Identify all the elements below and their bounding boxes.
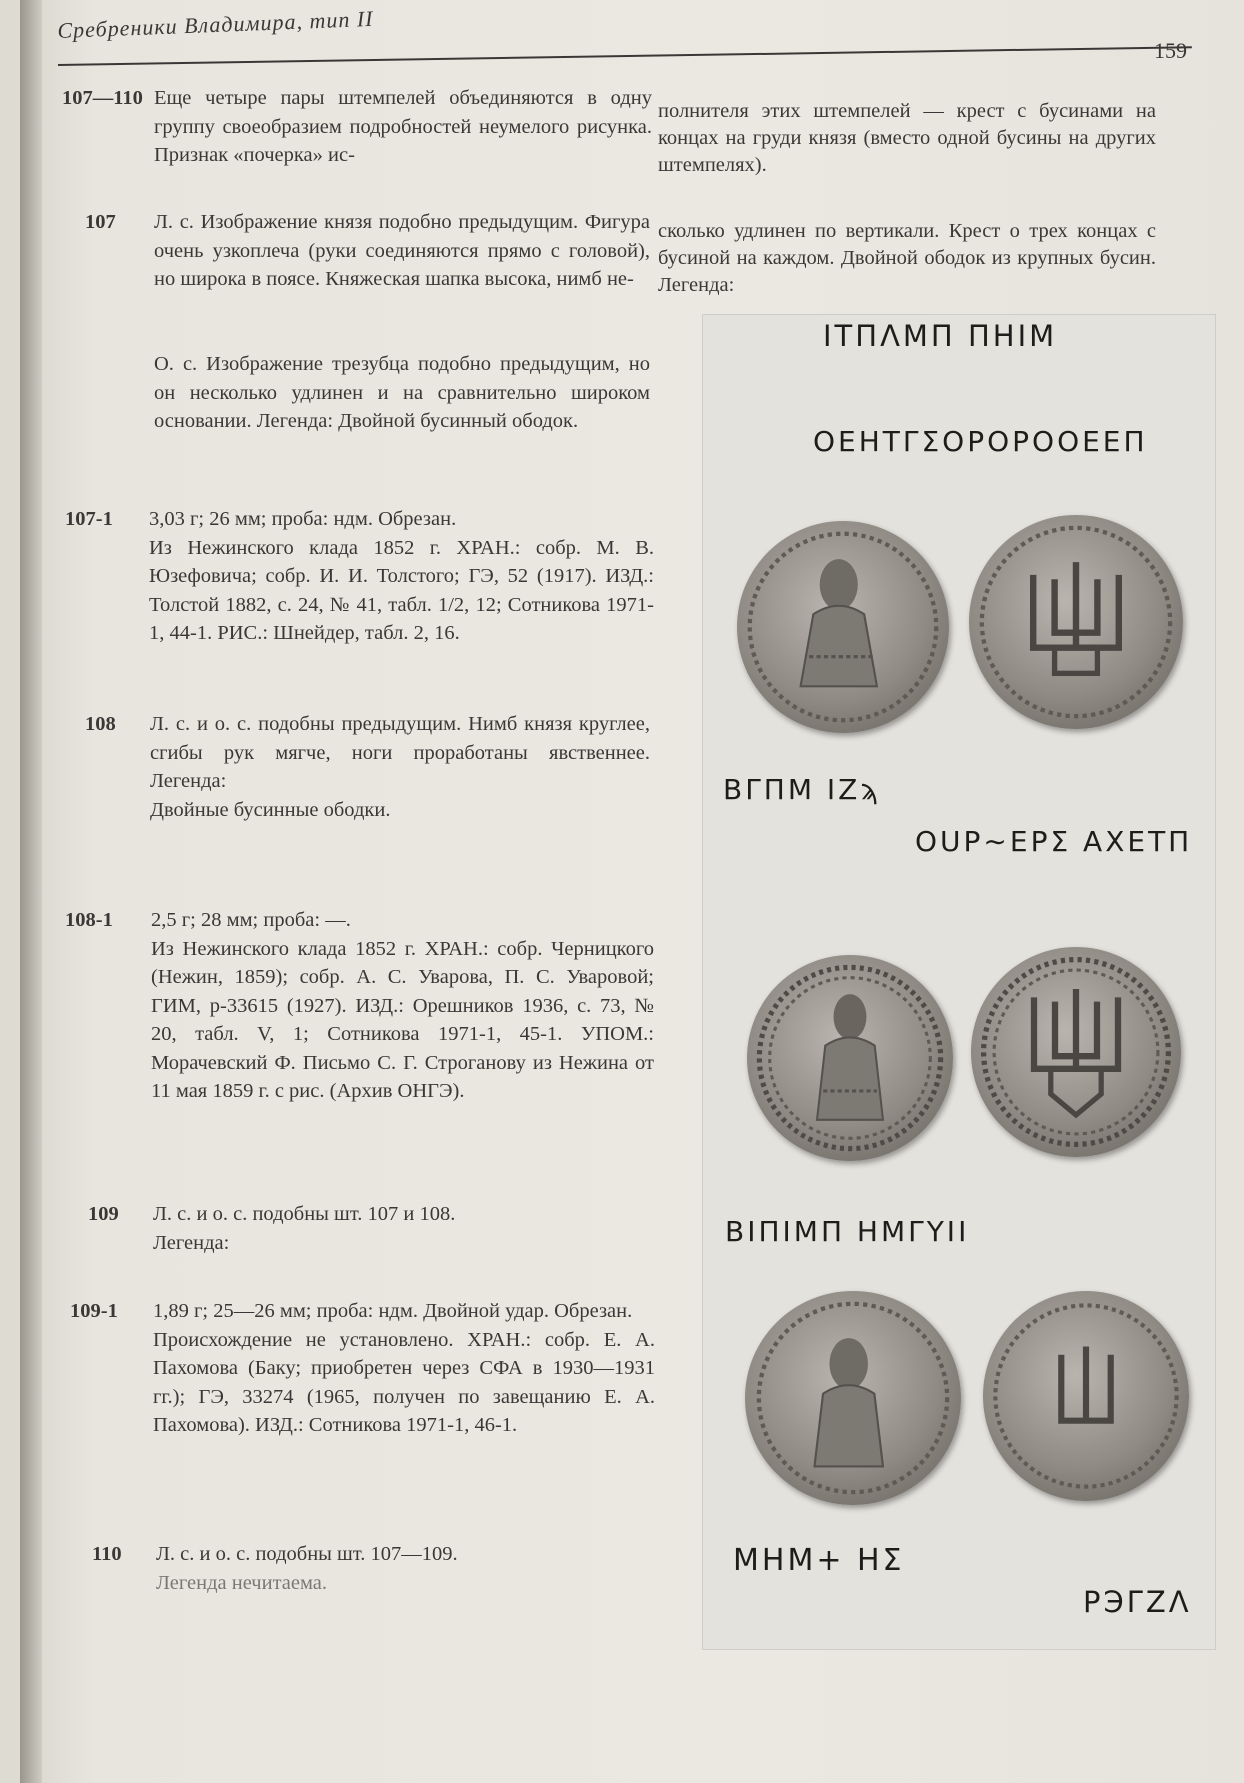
trident-icon (971, 947, 1181, 1157)
running-header-title: Сребреники Владимира, тип II (57, 5, 374, 44)
coin-108-reverse (971, 947, 1181, 1157)
legend-109-reverse-b: ΡЭΓΖΛ (1083, 1585, 1192, 1619)
trident-icon (983, 1291, 1189, 1501)
prince-figure-icon (737, 521, 949, 733)
legend-108-obverse: ΒΓΠΜ ΙΖϡ (723, 773, 881, 806)
entry-number: 108-1 (65, 909, 113, 931)
coin-107-obverse (737, 521, 949, 733)
photo-plate (702, 314, 1216, 1650)
specimen-data: 2,5 г; 28 мм; проба: —. (151, 909, 351, 931)
entry-number: 107—110 (62, 87, 143, 109)
entry-number: 110 (92, 1543, 122, 1565)
entry-text: Л. с. и о. с. подобны предыдущим. Нимб князя круглее, сгибы рук мягче, ноги проработаны явственнее. Легенда: (150, 713, 650, 792)
entry-text: Еще четыре пары штемпелей объединяются в одну группу своеобразием подробностей неумелого рисунка. Признак «почерка» ис- (154, 87, 652, 166)
entry-number: 107 (85, 211, 116, 233)
reverse-description: О. с. Изображение трезубца подобно предыдущим, но он несколько удлинен и на сравнительно широком основании. Легенда: Двойной бусинный ободок. (154, 353, 650, 432)
legend-107-reverse: ΟΕΗΤΓΣΟΡΟΡΟΟΕΕΠ (813, 425, 1148, 458)
entry-text: Л. с. и о. с. подобны шт. 107—109. (156, 1543, 458, 1565)
legend-107-obverse: ΙΤΠΛΜΠ ΠΗΙΜ (823, 319, 1058, 353)
prince-figure-icon (745, 1291, 961, 1505)
specimen-provenance: Происхождение не установлено. ХРАН.: собр. Е. А. Пахомова (Баку; приобретен через СФА в 1930—1931 гг.); ГЭ, 33274 (1965, получен по завещанию Е. А. Пахомова). ИЗД.: Сотникова 1971-1, 46-1. (153, 1328, 655, 1436)
page-number: 159 (1154, 38, 1187, 63)
trident-icon (969, 515, 1183, 729)
entry-text-legend: Легенда нечитаема. (156, 1571, 328, 1594)
coin-109-obverse (745, 1291, 961, 1505)
prince-figure-icon (747, 955, 953, 1161)
coin-107-reverse (969, 515, 1183, 729)
book-spine (20, 0, 42, 1783)
entry-number: 108 (85, 713, 116, 735)
coin-109-reverse (983, 1291, 1189, 1501)
entry-text: Л. с. и о. с. подобны шт. 107 и 108. (153, 1203, 456, 1225)
legend-108-reverse: ΟUΡ∼ΕΡΣ ΑΧΕΤΠ (915, 825, 1193, 858)
specimen-data: 3,03 г; 26 мм; проба: ндм. Обрезан. (149, 508, 457, 530)
obverse-description: Л. с. Изображение князя подобно предыдущим. Фигура очень узкоплеча (руки соединяются прямо с головой), но широка в поясе. Княжеская шапка высока, нимб не- (154, 211, 650, 290)
right-column-paragraph-2: сколько удлинен по вертикали. Крест о трех концах с бусиной на каждом. Двойной ободок из крупных бусин. Легенда: (658, 220, 1156, 296)
right-column-paragraph-1: полнителя этих штемпелей — крест с бусинами на концах на груди князя (вместо одной бусины на других штемпелях). (658, 100, 1156, 176)
specimen-data: 1,89 г; 25—26 мм; проба: ндм. Двойной удар. Обрезан. (153, 1300, 633, 1322)
book-page (20, 0, 1244, 1783)
entry-number: 107-1 (65, 508, 113, 530)
legend-109-obverse: ΒΙΠΙΜΠ ΗΜΓΥΙΙ (725, 1215, 970, 1248)
header-rule (58, 46, 1192, 66)
entry-text-legend: Легенда: (153, 1231, 230, 1254)
specimen-provenance: Из Нежинского клада 1852 г. ХРАН.: собр. М. В. Юзефовича; собр. И. И. Толстого; ГЭ, 52 (1917). ИЗД.: Толстой 1882, с. 24, № 41, табл. 1/2, 12; Сотникова 1971-1, 44-1. РИС.: Шнейдер, табл. 2, 16. (149, 536, 654, 644)
specimen-provenance: Из Нежинского клада 1852 г. ХРАН.: собр. Черницкого (Нежин, 1859); собр. А. С. Уварова, П. С. Уваровой; ГИМ, р-33615 (1927). ИЗД.: Орешников 1936, с. 73, № 20, табл. V, 1; Сотникова 1971-1, 45-1. УПОМ.: Морачевский Ф. Письмо С. Г. Строганову из Нежина от 11 мая 1859 г. с рис. (Архив ОНГЭ). (151, 937, 654, 1102)
entry-number: 109-1 (70, 1300, 118, 1322)
entry-number: 109 (88, 1203, 119, 1225)
legend-109-reverse-a: ΜΗΜ+ ΗΣ (733, 1543, 905, 1578)
coin-108-obverse (747, 955, 953, 1161)
entry-text-last: Двойные бусинные ободки. (150, 798, 391, 821)
